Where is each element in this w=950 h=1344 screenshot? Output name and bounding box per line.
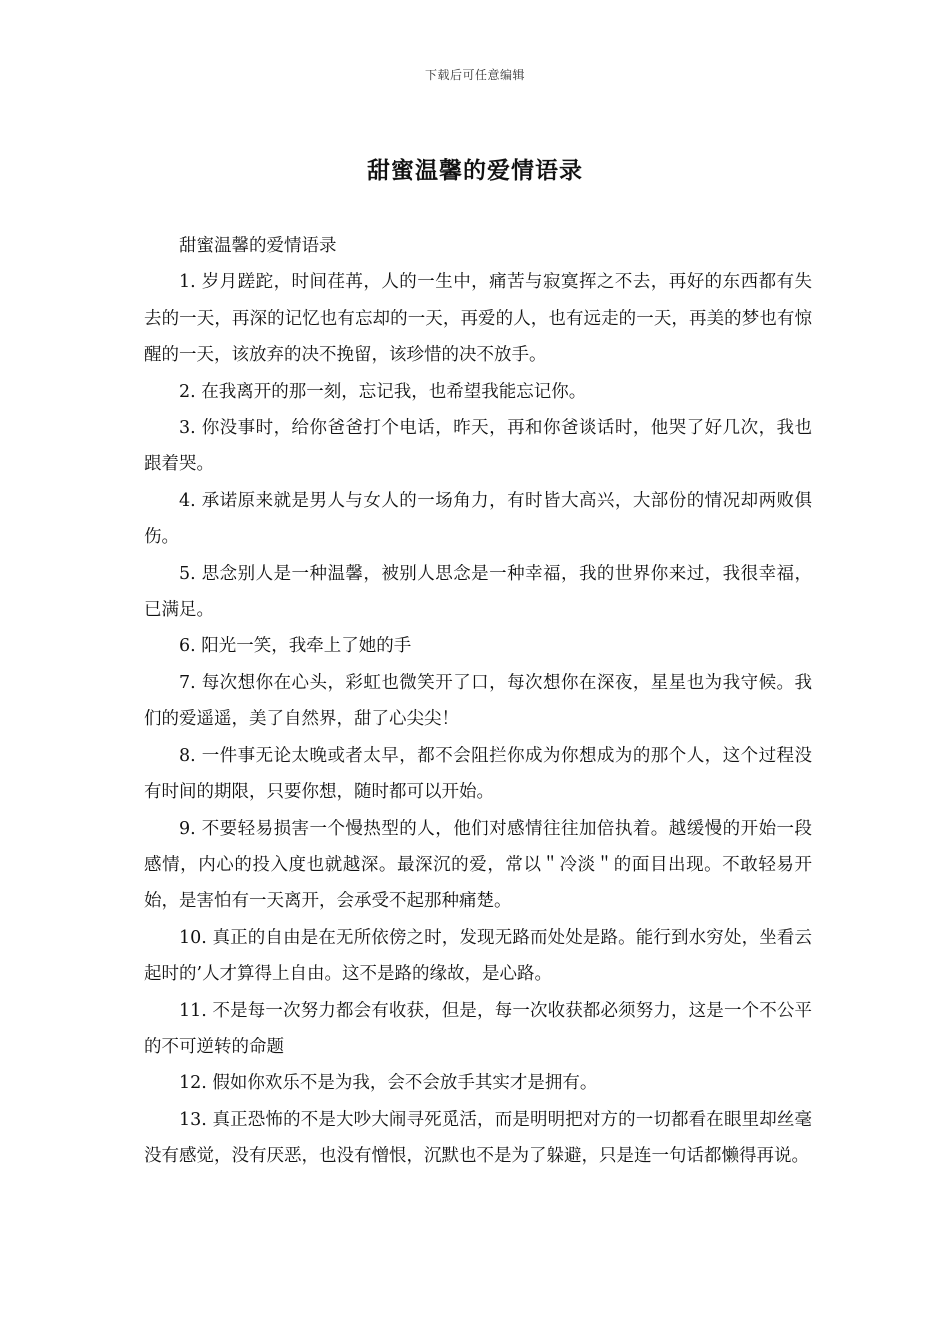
- paragraph-item-8: 8. 一件事无论太晚或者太早，都不会阻拦你成为你想成为的那个人，这个过程没有时间的期限，只要你想，随时都可以开始。: [144, 745, 812, 803]
- paragraph-subtitle: 甜蜜温馨的爱情语录: [179, 236, 337, 256]
- paragraph-item-11: 11. 不是每一次努力都会有收获，但是，每一次收获都必须努力，这是一个不公平的不可逆转的命题: [144, 1000, 812, 1057]
- paragraph-item-3: 3. 你没事时，给你爸爸打个电话，昨天，再和你爸谈话时，他哭了好几次，我也跟着哭。: [144, 418, 812, 475]
- paragraph-item-1: 1. 岁月蹉跎，时间荏苒，人的一生中，痛苦与寂寞挥之不去，再好的东西都有失去的一天，再深的记忆也有忘却的一天，再爱的人，也有远走的一天，再美的梦也有惊醒的一天，该放弃的决不挽留，该珍惜的决不放手。: [144, 272, 812, 366]
- paragraph-item-12: 12. 假如你欢乐不是为我，会不会放手其实才是拥有。: [179, 1073, 598, 1094]
- document-title: 甜蜜温馨的爱情语录: [367, 157, 583, 184]
- paragraph-item-10: 10. 真正的自由是在无所依傍之时，发现无路而处处是路。能行到水穷处，坐看云起时的’人才算得上自由。这不是路的缘故，是心路。: [144, 927, 812, 985]
- paragraph-item-9: 9. 不要轻易损害一个慢热型的人，他们对感情往往加倍执着。越缓慢的开始一段感情，内心的投入度也就越深。最深沉的爱，常以＂冷淡＂的面目出现。不敢轻易开始，是害怕有一天离开，会承受不起那种痛楚。: [144, 818, 812, 912]
- paragraph-item-7: 7. 每次想你在心头，彩虹也微笑开了口，每次想你在深夜，星星也为我守候。我们的爱遥遥，美了自然界，甜了心尖尖！: [144, 672, 812, 730]
- paragraph-item-2: 2. 在我离开的那一刻，忘记我，也希望我能忘记你。: [179, 381, 587, 402]
- paragraph-item-13: 13. 真正恐怖的不是大吵大闹寻死觅活，而是明明把对方的一切都看在眼里却丝毫没有感觉，没有厌恶，也没有憎恨，沉默也不是为了躲避，只是连一句话都懒得再说。: [144, 1109, 812, 1167]
- paragraph-item-5: 5. 思念别人是一种温馨，被别人思念是一种幸福，我的世界你来过，我很幸福，已满足。: [144, 563, 812, 621]
- header-note: 下载后可任意编辑: [424, 68, 525, 82]
- paragraph-item-6: 6. 阳光一笑，我牵上了她的手: [179, 636, 412, 657]
- paragraph-item-4: 4. 承诺原来就是男人与女人的一场角力，有时皆大高兴，大部份的情况却两败俱伤。: [144, 490, 812, 548]
- document-body: [144, 228, 812, 1175]
